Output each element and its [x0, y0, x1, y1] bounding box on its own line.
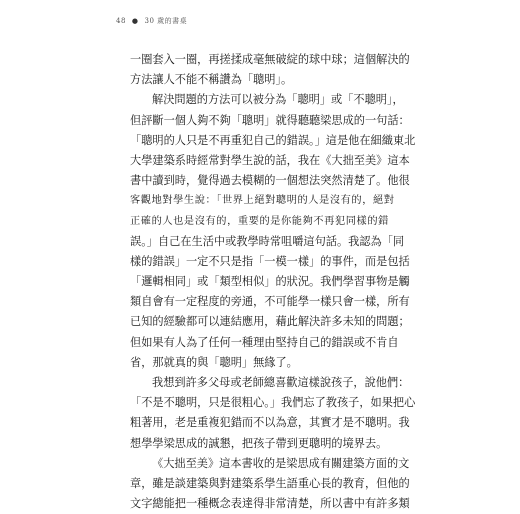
text-line: 「邏輯相同」或「類型相似」的狀況。我們學習事物是觸: [130, 275, 410, 289]
text-line: 但評斷一個人夠不夠「聰明」就得聽聽梁思成的一句話：: [130, 113, 410, 127]
text-line: 大學建築系時經常對學生說的話，我在《大拙至美》這本: [130, 153, 410, 167]
header-separator-icon: ●: [131, 17, 139, 25]
text-line: 客觀地對學生說：「世界上絕對聰明的人是沒有的，絕對: [130, 195, 395, 207]
text-line: 誤。」自己在生活中或教學時常咀嚼這句話。我認為「同: [130, 234, 405, 248]
text-line: 文字總能把一種概念表達得非常清楚，所以書中有許多類: [130, 497, 410, 511]
text-line: 正確的人也是沒有的，重要的是你能夠不再犯同樣的錯: [130, 215, 389, 227]
text-line: 省，那就真的與「聰明」無緣了。: [130, 355, 298, 369]
text-line: 解決問題的方法可以被分為「聰明」或「不聰明」，: [152, 93, 404, 107]
text-line: 粗著用，老是重複犯錯而不以為意，其實才是不聰明。我: [130, 416, 410, 430]
text-line: 章，雖是談建築與對建築系學生語重心長的教育，但他的: [130, 476, 410, 490]
text-line: 想學學梁思成的誠懇，把孩子帶到更聰明的境界去。: [130, 436, 388, 450]
running-header: [116, 16, 187, 26]
page-number: 48: [116, 17, 126, 25]
text-line: 書中讀到時，覺得過去模糊的一個想法突然清楚了。他很: [130, 174, 410, 188]
text-line: 方法讓人不能不稱讚為「聰明」。: [130, 73, 293, 87]
text-line: 一圈套入一圈，再搓揉成毫無破綻的球中球；這個解決的: [130, 53, 410, 66]
text-line: 樣的錯誤」一定不只是指「一模一樣」的事件，而是包括: [130, 254, 410, 268]
text-line: 《大拙至美》這本書收的是梁思成有關建築方面的文: [152, 456, 410, 470]
text-line: 已知的經驗都可以連結應用，藉此解決許多未知的問題；: [130, 315, 410, 329]
text-line: 「不是不聰明，只是很粗心。」我們忘了教孩子，如果把心: [130, 396, 416, 410]
text-line: 我想到許多父母或老師總喜歡這樣說孩子，說他們：: [152, 376, 410, 389]
text-line: 但如果有人為了任何一種理由堅持自己的錯誤或不肯自: [130, 335, 399, 349]
book-title: 30 歲的書桌: [144, 17, 188, 25]
body-text: [130, 50, 416, 514]
text-line: 類自會有一定程度的旁通，不可能學一樣只會一樣，所有: [130, 295, 410, 309]
text-line: 「聰明的人只是不再重犯自己的錯誤。」這是他在細織東北: [130, 133, 416, 147]
